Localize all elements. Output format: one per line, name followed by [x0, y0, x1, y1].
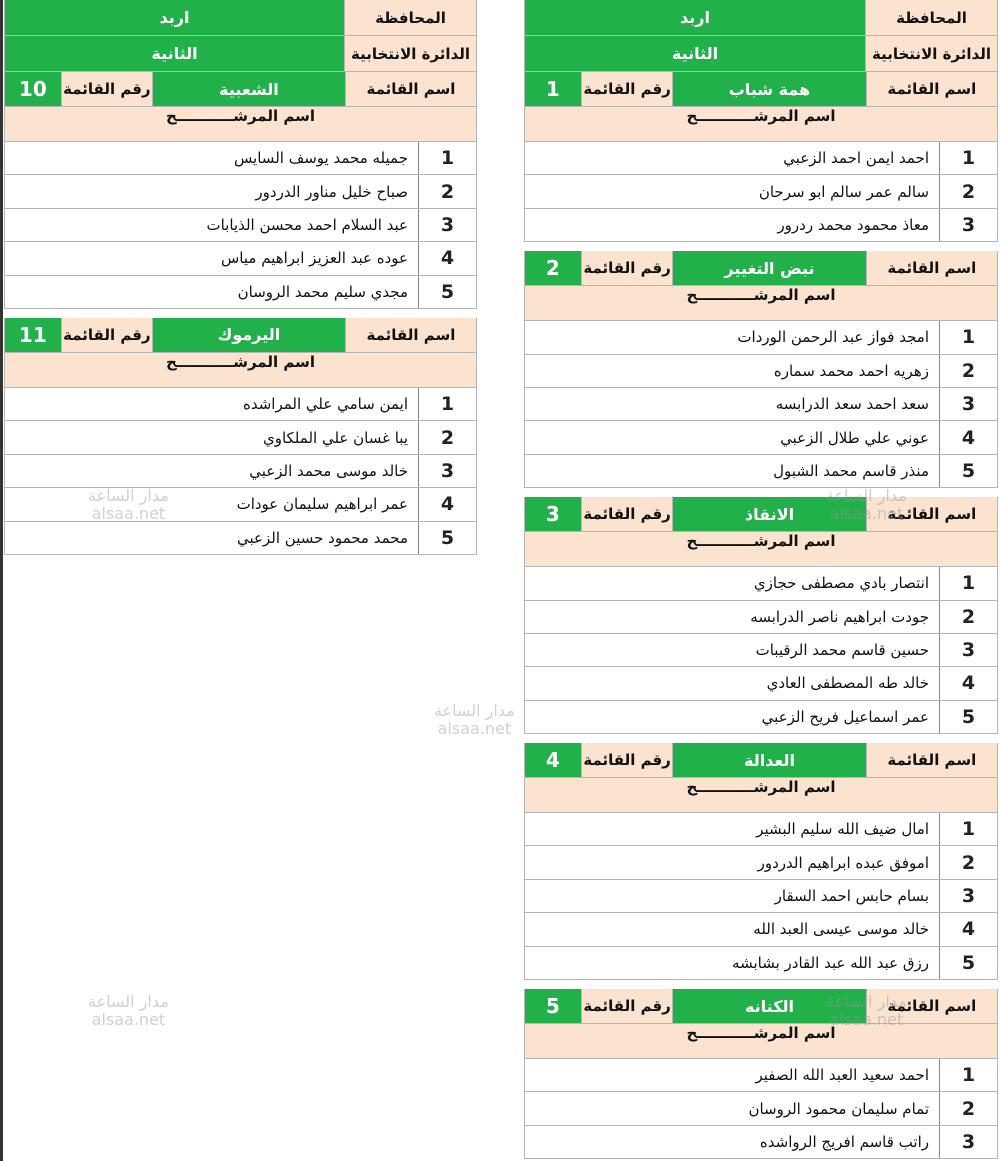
list-name-label: اسم القائمة [345, 72, 476, 106]
candidate-index: 5 [939, 455, 997, 487]
candidate-header [525, 107, 997, 142]
watermark [88, 993, 169, 1029]
candidate-name: عمر اسماعيل فريح الزعبي [761, 707, 929, 726]
candidate-row [525, 634, 997, 667]
governorate-value: اربد [5, 0, 344, 35]
candidate-index: 5 [939, 947, 997, 979]
watermark-arabic: مدار الساعة [88, 486, 169, 505]
candidate-row [525, 455, 997, 488]
candidate-row [525, 142, 997, 175]
list-header [5, 72, 476, 107]
list-header [525, 743, 997, 778]
watermark-arabic: مدار الساعة [434, 701, 515, 720]
candidate-list [524, 743, 998, 980]
candidate-index: 5 [418, 522, 476, 554]
candidate-list [524, 497, 998, 734]
candidate-list [524, 989, 998, 1159]
list-number: 2 [525, 251, 581, 285]
watermark [434, 702, 515, 738]
candidate-row [5, 488, 476, 521]
candidate-index: 1 [418, 142, 476, 174]
candidate-row [525, 880, 997, 913]
district-label: الدائرة الانتخابية [865, 36, 997, 71]
candidate-row [5, 242, 476, 275]
watermark-latin: alsaa.net [437, 719, 512, 738]
candidate-index: 4 [939, 913, 997, 945]
candidate-row [525, 567, 997, 600]
list-name: الشعبية [152, 72, 345, 106]
candidate-name: عوني علي طلال الزعبي [780, 428, 929, 447]
list-name: الانقاذ [672, 497, 865, 531]
candidate-row [5, 142, 476, 175]
candidate-row [525, 701, 997, 734]
candidate-name-label: اسم المرشـــــــــــح [686, 286, 836, 305]
candidate-index: 3 [418, 455, 476, 487]
candidate-row [525, 1059, 997, 1092]
candidate-index: 1 [939, 813, 997, 845]
candidate-row [525, 209, 997, 242]
candidate-index: 4 [418, 488, 476, 520]
candidate-name: عبد السلام احمد محسن الذيابات [206, 215, 408, 234]
candidate-name: خالد موسى عيسى العبد الله [753, 920, 929, 939]
candidate-name: راتب قاسم افريج الرواشده [759, 1133, 929, 1151]
candidate-name: خالد موسى محمد الزعبي [249, 461, 408, 480]
governorate-row [5, 0, 476, 36]
candidate-row [5, 522, 476, 555]
candidate-index: 3 [939, 388, 997, 420]
list-number-label: رقم القائمة [581, 989, 673, 1023]
governorate-row [525, 0, 997, 36]
candidate-name: يبا غسان علي الملكاوي [262, 428, 408, 447]
candidate-name-label: اسم المرشـــــــــــح [166, 352, 315, 371]
candidate-name-label: اسم المرشـــــــــــح [686, 107, 836, 125]
candidate-name: رزق عبد الله عبد القادر بشابشه [732, 953, 929, 972]
candidate-index: 2 [418, 175, 476, 207]
candidate-name: معاذ محمود محمد ردرور [777, 215, 929, 234]
candidate-index: 4 [939, 667, 997, 699]
candidate-row [525, 388, 997, 421]
list-name-label: اسم القائمة [866, 72, 997, 106]
list-number-label: رقم القائمة [581, 497, 673, 531]
candidate-name: احمد سعيد العبد الله الصفير [755, 1066, 929, 1085]
candidate-row [525, 601, 997, 634]
list-number-label: رقم القائمة [61, 72, 152, 106]
list-number-label: رقم القائمة [581, 251, 673, 285]
candidate-name-label: اسم المرشـــــــــــح [166, 107, 315, 125]
list-name-label: اسم القائمة [866, 989, 997, 1023]
list-name: اليرموك [152, 318, 345, 352]
candidate-list [4, 72, 477, 309]
candidate-name: حسين قاسم محمد الرقيبات [755, 641, 929, 660]
candidate-index: 1 [418, 388, 476, 420]
left-column [4, 0, 477, 555]
candidate-row [525, 175, 997, 208]
list-number: 3 [525, 497, 581, 531]
candidate-row [525, 813, 997, 846]
candidate-name-label: اسم المرشـــــــــــح [686, 778, 836, 797]
candidate-header [525, 1024, 997, 1059]
candidate-name: عوده عبد العزيز ابراهيم مياس [220, 249, 408, 268]
candidate-name: صباح خليل مناور الدردور [255, 182, 408, 201]
candidate-name: انتصار بادي مصطفى حجازي [753, 574, 929, 593]
watermark-latin: alsaa.net [829, 1010, 904, 1029]
candidate-index: 4 [939, 421, 997, 453]
candidate-row [525, 846, 997, 879]
candidate-name: عمر ابراهيم سليمان عودات [236, 495, 408, 514]
watermark-arabic: مدار الساعة [88, 992, 169, 1011]
candidate-name-label: اسم المرشـــــــــــح [686, 1024, 836, 1043]
list-number: 4 [525, 743, 581, 777]
list-number: 11 [5, 318, 61, 352]
list-number: 1 [525, 72, 581, 106]
governorate-value: اربد [525, 0, 865, 35]
candidate-name: محمد محمود حسين الزعبي [237, 528, 408, 547]
candidate-index: 3 [939, 1126, 997, 1158]
candidate-name: امال ضيف الله سليم البشير [756, 820, 929, 839]
candidate-row [5, 175, 476, 208]
candidate-row [525, 1092, 997, 1125]
candidate-index: 1 [939, 142, 997, 174]
candidate-header [525, 286, 997, 321]
candidate-index: 2 [418, 421, 476, 453]
candidate-index: 3 [939, 209, 997, 241]
candidate-list [4, 318, 477, 555]
candidate-index: 5 [939, 701, 997, 733]
candidate-row [525, 667, 997, 700]
candidate-row [525, 1126, 997, 1159]
candidate-name-label: اسم المرشـــــــــــح [686, 532, 836, 551]
candidate-name: جميله محمد يوسف السايس [233, 149, 408, 168]
list-name-label: اسم القائمة [866, 497, 997, 531]
candidate-index: 2 [939, 846, 997, 878]
candidate-row [5, 388, 476, 421]
candidate-row [525, 947, 997, 980]
candidate-row [5, 276, 476, 309]
candidate-name: تمام سليمان محمود الروسان [748, 1099, 929, 1118]
candidate-index: 2 [939, 355, 997, 387]
district-row [525, 36, 997, 72]
candidate-name: جودت ابراهيم ناصر الدرابسه [750, 607, 929, 626]
candidate-index: 1 [939, 567, 997, 599]
list-name: همة شباب [672, 72, 865, 106]
candidate-list [524, 251, 998, 488]
candidate-index: 2 [939, 601, 997, 633]
candidate-row [525, 321, 997, 354]
list-name: العدالة [672, 743, 865, 777]
candidate-row [5, 455, 476, 488]
candidate-row [525, 913, 997, 946]
candidate-row [5, 421, 476, 454]
candidate-row [525, 355, 997, 388]
candidate-list [524, 72, 998, 242]
info-block [4, 0, 477, 72]
image-frame [0, 0, 3, 1161]
watermark-latin: alsaa.net [91, 1010, 166, 1029]
candidate-index: 3 [418, 209, 476, 241]
list-name-label: اسم القائمة [866, 251, 997, 285]
district-value: الثانية [5, 36, 344, 71]
candidate-name: منذر قاسم محمد الشبول [773, 461, 929, 480]
candidate-index: 4 [418, 242, 476, 274]
list-header [525, 251, 997, 286]
district-label: الدائرة الانتخابية [344, 36, 476, 71]
list-header [525, 989, 997, 1024]
candidate-name: ايمن سامي علي المراشده [243, 395, 408, 414]
candidate-index: 1 [939, 321, 997, 353]
list-name-label: اسم القائمة [345, 318, 476, 352]
candidate-index: 5 [418, 276, 476, 308]
candidate-name: سعد احمد سعد الدرابسه [775, 395, 929, 414]
right-column [524, 0, 998, 1159]
watermark-latin: alsaa.net [91, 504, 166, 523]
list-number: 5 [525, 989, 581, 1023]
district-value: الثانية [525, 36, 865, 71]
list-header [525, 72, 997, 107]
list-header [525, 497, 997, 532]
candidate-index: 1 [939, 1059, 997, 1091]
list-number-label: رقم القائمة [581, 72, 673, 106]
candidate-name: سالم عمر سالم ابو سرحان [758, 182, 929, 201]
candidate-header [525, 532, 997, 567]
district-row [5, 36, 476, 72]
candidate-index: 2 [939, 175, 997, 207]
list-name: نبض التغيير [672, 251, 865, 285]
candidate-row [5, 209, 476, 242]
candidate-name: احمد ايمن احمد الزعبي [783, 149, 929, 168]
candidate-row [525, 421, 997, 454]
list-number-label: رقم القائمة [61, 318, 152, 352]
candidate-index: 3 [939, 880, 997, 912]
candidate-name: مجدي سليم محمد الروسان [237, 282, 408, 301]
watermark-latin: alsaa.net [829, 504, 904, 523]
candidate-name: اموفق عبده ابراهيم الدردور [757, 853, 929, 872]
candidate-index: 3 [939, 634, 997, 666]
candidate-header [5, 107, 476, 142]
governorate-label: المحافظة [865, 0, 997, 35]
candidate-name: زهريه احمد محمد سماره [773, 361, 929, 380]
watermark-arabic: مدار الساعة [826, 486, 907, 505]
list-number: 10 [5, 72, 61, 106]
list-number-label: رقم القائمة [581, 743, 673, 777]
watermark-arabic: مدار الساعة [826, 992, 907, 1011]
candidate-header [525, 778, 997, 813]
candidate-name: خالد طه المصطفى العادي [766, 674, 929, 693]
info-block [524, 0, 998, 72]
candidate-name: بسام حابس احمد السقار [774, 887, 929, 906]
candidate-name: امجد فواز عبد الرحمن الوردات [737, 328, 929, 347]
list-name: الكنانه [672, 989, 865, 1023]
candidate-header [5, 353, 476, 388]
candidate-index: 2 [939, 1092, 997, 1124]
list-header [5, 318, 476, 353]
governorate-label: المحافظة [344, 0, 476, 35]
list-name-label: اسم القائمة [866, 743, 997, 777]
